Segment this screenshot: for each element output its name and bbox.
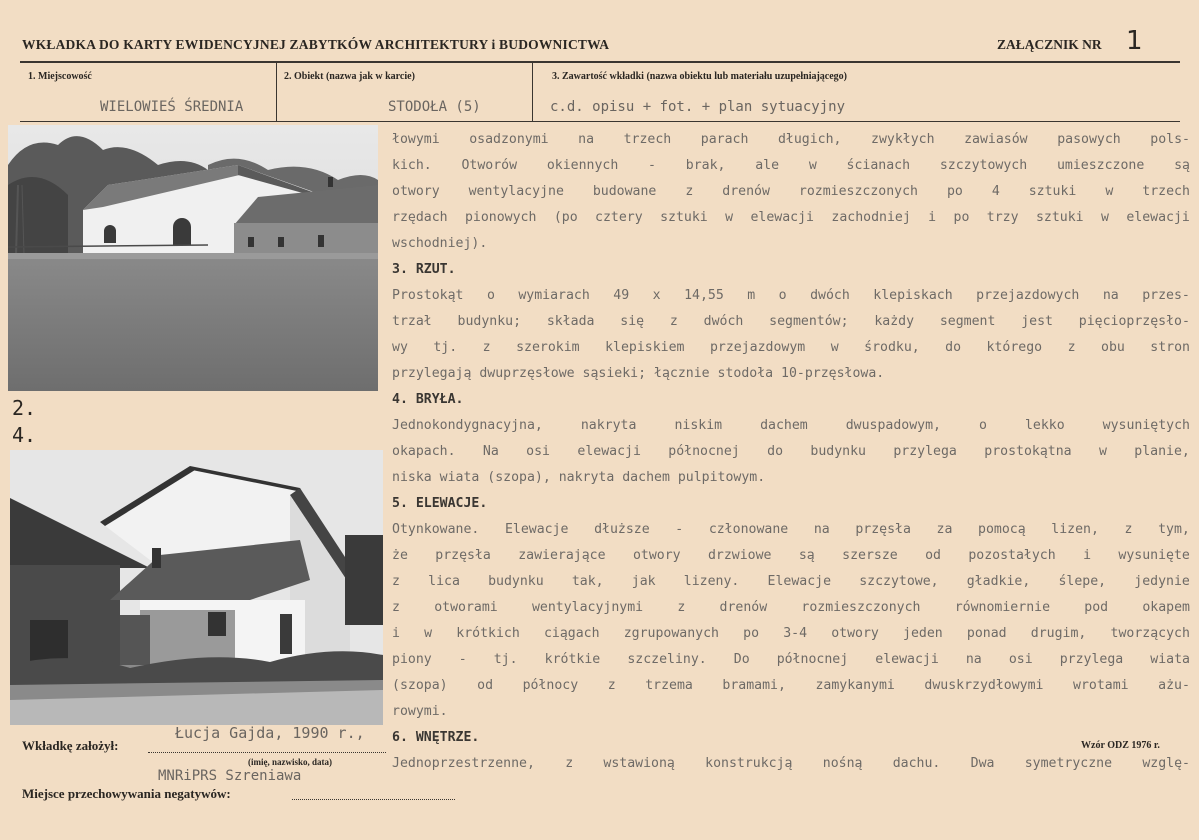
word: wiata — [1150, 652, 1190, 667]
field-divider-2 — [532, 63, 533, 121]
fields-rule — [20, 121, 1180, 122]
word: sztuki — [1028, 184, 1077, 199]
word: lekko — [1024, 418, 1065, 433]
word: okapem — [1142, 600, 1190, 615]
word: w — [808, 158, 817, 173]
prepared-by-label: Wkładkę założył: — [22, 738, 119, 753]
word: ciągach — [543, 626, 600, 641]
word: Jednoprzestrzenne, — [392, 756, 535, 771]
prepared-by-value: Łucja Gajda, 1990 r., — [175, 724, 365, 742]
word: każdy — [874, 314, 915, 329]
word: i — [928, 210, 937, 225]
word: otworami — [434, 600, 498, 615]
word: wymiarach — [518, 288, 590, 303]
word: szersze — [842, 548, 898, 563]
word: prostokątna — [984, 444, 1072, 459]
text-line — [392, 569, 1190, 595]
word: kich. — [392, 158, 432, 173]
word: szerokim — [516, 340, 580, 355]
word: sztuki — [660, 210, 708, 225]
word: w — [424, 626, 433, 641]
word: wy — [392, 340, 408, 355]
section-heading: 4. BRYŁA. — [392, 392, 464, 407]
word: z — [1067, 340, 1076, 355]
word: Prostokąt — [392, 288, 464, 303]
word: obu — [1101, 340, 1125, 355]
word: w — [725, 210, 734, 225]
word: do — [767, 444, 784, 459]
word: zawiasów — [964, 132, 1028, 147]
text-line — [392, 179, 1190, 205]
word: wentylacyjne — [468, 184, 564, 199]
word: zawierające — [518, 548, 606, 563]
annex-number: 1 — [1126, 26, 1143, 56]
word: osi — [526, 444, 550, 459]
word: osadzonymi — [469, 132, 549, 147]
word: jedynie — [1134, 574, 1190, 589]
word: na — [578, 132, 595, 147]
word: umieszczone — [1056, 158, 1145, 173]
word: 4 — [991, 184, 1000, 199]
word: (szopa) — [392, 678, 448, 693]
word: północy — [522, 678, 579, 693]
word: wstawioną — [603, 756, 675, 771]
word: piony — [392, 652, 432, 667]
word: drugim, — [1030, 626, 1087, 641]
text-line — [392, 595, 1190, 621]
word: - — [458, 652, 467, 667]
word: Na — [482, 444, 499, 459]
word: środku, — [864, 340, 920, 355]
word: ścianach — [846, 158, 911, 173]
word: w — [1105, 184, 1114, 199]
word: Elewacje — [504, 522, 569, 537]
word: Otworów — [461, 158, 518, 173]
word: drenów — [722, 184, 770, 199]
word: 14,55 — [684, 288, 724, 303]
word: otwory — [632, 548, 681, 563]
word: x — [652, 288, 661, 303]
word: z — [677, 600, 686, 615]
text-line — [392, 153, 1190, 179]
word: drenów — [719, 600, 768, 615]
word: elewacji — [875, 652, 939, 667]
word: nośną — [822, 756, 863, 771]
word: dwuspadowym, — [845, 418, 941, 433]
word: dachem — [760, 418, 808, 433]
word: trzał — [392, 314, 432, 329]
word: szczeliny. — [627, 652, 707, 667]
word: z — [392, 600, 400, 615]
text-line: rowymi. — [392, 704, 448, 719]
word: z — [669, 314, 678, 329]
word: cztery — [595, 210, 643, 225]
text-line: wschodniej). — [392, 236, 488, 251]
text-line — [392, 647, 1190, 673]
word: budynku — [488, 574, 544, 589]
word: przęsła — [855, 522, 911, 537]
word: przejazdowych — [976, 288, 1080, 303]
word: krótkie — [544, 652, 601, 667]
text-line — [392, 205, 1190, 231]
word: równomiernie — [954, 600, 1051, 615]
word: trzech — [623, 132, 672, 147]
word: trzema — [645, 678, 693, 693]
word: dwóch — [810, 288, 850, 303]
word: z — [392, 574, 400, 589]
field-contents-label: 3. Zawartość wkładki (nazwa obiektu lub materiału uzupełniającego) — [552, 71, 848, 82]
negatives-location-value: MNRiPRS Szreniawa — [158, 768, 302, 784]
word: członowane — [708, 522, 789, 537]
word: w — [1098, 444, 1107, 459]
word: o — [486, 288, 495, 303]
word: wentylacyjnymi — [531, 600, 644, 615]
word: i — [1083, 548, 1092, 563]
word: pozostałych — [968, 548, 1056, 563]
word: budynku — [810, 444, 866, 459]
field-contents-value: c.d. opisu + fot. + plan sytuacyjny — [550, 99, 846, 115]
word: po — [743, 626, 760, 641]
word: z — [565, 756, 574, 771]
word: jeden — [903, 626, 943, 641]
text-line — [392, 335, 1190, 361]
word: pionowych — [464, 210, 537, 225]
word: na — [813, 522, 830, 537]
field-locality-label: 1. Miejscowość — [28, 71, 92, 82]
word: dwuskrzydłowymi — [924, 678, 1044, 693]
photo-number-2: 2. — [12, 396, 37, 420]
text-line — [392, 283, 1190, 309]
photo-barn-overview — [8, 125, 378, 391]
word: za — [936, 522, 953, 537]
word: Otynkowane. — [392, 522, 480, 537]
section-heading: 3. RZUT. — [392, 262, 456, 277]
word: dwóch — [703, 314, 744, 329]
word: gładkie, — [966, 574, 1031, 589]
word: jest — [1021, 314, 1053, 329]
word: niskim — [674, 418, 723, 433]
word: pols- — [1150, 132, 1190, 147]
word: elewacji — [1126, 210, 1190, 225]
word: wrotami — [1073, 678, 1129, 693]
word: konstrukcją — [705, 756, 793, 771]
word: w — [830, 340, 839, 355]
prepared-by-line — [148, 752, 386, 753]
text-line: niska wiata (szopa), nakryta dachem pulpitowym. — [392, 470, 766, 485]
word: budowane — [592, 184, 657, 199]
word: Elewacje — [767, 574, 832, 589]
word: są — [798, 548, 815, 563]
annex-label: ZAŁĄCZNIK NR — [997, 37, 1102, 52]
photo-barn-north-side — [10, 450, 383, 725]
word: lizen, — [1051, 522, 1099, 537]
word: z — [1124, 522, 1133, 537]
prepared-by-caption: (imię, nazwisko, data) — [248, 757, 332, 767]
word: ślepe, — [1058, 574, 1107, 589]
word: stron — [1150, 340, 1190, 355]
word: którego — [986, 340, 1043, 355]
text-line — [392, 439, 1190, 465]
field-divider-1 — [276, 63, 277, 121]
word: Dwa — [970, 756, 995, 771]
word: od — [477, 678, 494, 693]
word: trzech — [1142, 184, 1190, 199]
word: trzy — [986, 210, 1019, 225]
word: przylega — [893, 444, 957, 459]
text-line — [392, 517, 1190, 543]
word: tj. — [493, 652, 518, 667]
word: tak, — [571, 574, 604, 589]
description-text — [392, 127, 1190, 777]
word: szczytowych — [939, 158, 1028, 173]
word: otwory — [392, 184, 440, 199]
word: tym, — [1158, 522, 1190, 537]
word: tworzących — [1110, 626, 1190, 641]
word: długich, — [777, 132, 842, 147]
word: przęsła — [435, 548, 491, 563]
word: wzglę- — [1142, 756, 1190, 771]
word: pięcioprzęsło- — [1078, 314, 1190, 329]
word: elewacji — [577, 444, 641, 459]
word: po — [946, 184, 963, 199]
word: - — [648, 158, 656, 173]
section-heading: 5. ELEWACJE. — [392, 496, 488, 511]
word: klepiskach — [873, 288, 953, 303]
word: 49 — [613, 288, 630, 303]
word: osi — [1008, 652, 1033, 667]
word: z — [482, 340, 491, 355]
word: - — [675, 522, 684, 537]
word: symetryczne — [1024, 756, 1113, 771]
field-object-value: STODOŁA (5) — [388, 99, 481, 115]
word: bramami, — [722, 678, 786, 693]
word: jak — [631, 574, 656, 589]
word: (po — [553, 210, 578, 225]
word: szczytowe, — [859, 574, 939, 589]
word: północnej — [668, 444, 740, 459]
word: pomocą — [978, 522, 1026, 537]
section-heading: 6. WNĘTRZE. — [392, 730, 480, 745]
text-line: przylegają dwuprzęsłowe sąsieki; łącznie stodoła 10-przęsłowa. — [392, 366, 885, 381]
text-line — [392, 673, 1190, 699]
text-line — [392, 413, 1190, 439]
word: Do — [733, 652, 750, 667]
form-title: WKŁADKA DO KARTY EWIDENCYJNEJ ZABYTKÓW ARCHITEKTURY i BUDOWNICTWA — [22, 37, 610, 52]
word: okiennych — [546, 158, 619, 173]
word: do — [945, 340, 962, 355]
word: są — [1174, 158, 1190, 173]
text-line — [392, 751, 1190, 777]
word: z — [685, 184, 694, 199]
word: wysuniętych — [1102, 418, 1190, 433]
photo-number-4: 4. — [12, 423, 37, 447]
word: Jednokondygnacyjna, — [392, 418, 543, 433]
word: 3-4 — [783, 626, 808, 641]
word: klepiskiem — [605, 340, 685, 355]
word: rozmieszczonych — [798, 184, 918, 199]
word: ażu- — [1158, 678, 1190, 693]
word: zgrupowanych — [623, 626, 719, 641]
word: dachu. — [892, 756, 941, 771]
word: na — [1102, 288, 1119, 303]
word: m — [747, 288, 756, 303]
word: otwory — [831, 626, 879, 641]
field-locality-value: WIELOWIEŚ ŚREDNIA — [100, 99, 244, 115]
word: i — [392, 626, 400, 641]
word: dłuższe — [594, 522, 650, 537]
word: lizeny. — [683, 574, 740, 589]
negatives-location-line — [292, 799, 455, 800]
word: okapach. — [392, 444, 456, 459]
text-line — [392, 127, 1190, 153]
word: sztuki — [1035, 210, 1084, 225]
word: segmentów; — [769, 314, 849, 329]
word: brak, — [685, 158, 726, 173]
negatives-location-label: Miejsce przechowywania negatywów: — [22, 786, 231, 801]
word: się — [620, 314, 645, 329]
word: przylega — [1059, 652, 1124, 667]
text-line — [392, 309, 1190, 335]
word: elewacji — [750, 210, 814, 225]
word: wysunięte — [1118, 548, 1190, 563]
word: z — [607, 678, 616, 693]
word: składa — [546, 314, 595, 329]
word: przes- — [1142, 288, 1190, 303]
word: tj. — [433, 340, 458, 355]
word: ponad — [966, 626, 1007, 641]
word: rzędach — [392, 210, 448, 225]
word: segment — [939, 314, 996, 329]
word: po — [953, 210, 970, 225]
word: pod — [1084, 600, 1109, 615]
word: pasowych — [1057, 132, 1121, 147]
text-line — [392, 621, 1190, 647]
word: drzwiowe — [707, 548, 772, 563]
word: łowymi — [392, 132, 440, 147]
word: rozmieszczonych — [801, 600, 921, 615]
word: nakryta — [580, 418, 637, 433]
field-object-label: 2. Obiekt (nazwa jak w karcie) — [284, 71, 415, 82]
word: przejazdowym — [709, 340, 806, 355]
word: parach — [700, 132, 749, 147]
word: że — [392, 548, 408, 563]
word: północnej — [776, 652, 849, 667]
word: od — [925, 548, 941, 563]
text-line — [392, 543, 1190, 569]
word: krótkich — [456, 626, 520, 641]
word: w — [1100, 210, 1109, 225]
word: zamykanymi — [815, 678, 895, 693]
word: planie, — [1134, 444, 1190, 459]
word: o — [979, 418, 987, 433]
word: o — [778, 288, 787, 303]
form-mark: Wzór ODZ 1976 r. — [1081, 740, 1160, 751]
header-rule — [20, 61, 1180, 63]
word: budynku; — [457, 314, 522, 329]
word: na — [965, 652, 982, 667]
word: ale — [755, 158, 780, 173]
word: zachodniej — [831, 210, 911, 225]
word: zwykłych — [871, 132, 935, 147]
word: lica — [428, 574, 460, 589]
